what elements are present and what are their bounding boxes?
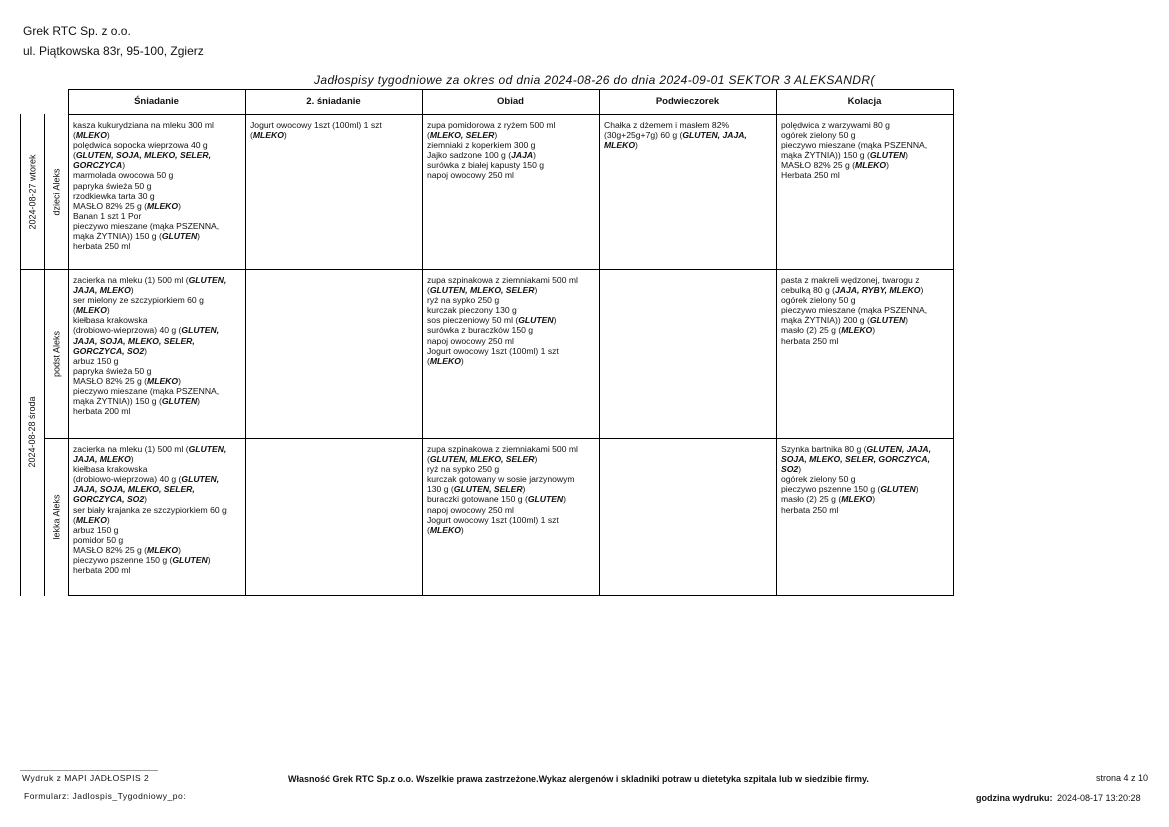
dish-text: ) — [905, 315, 909, 326]
menu-item-line — [73, 305, 242, 315]
document-title: Jadłospisy tygodniowe za okres od dnia 2024-08-26 do dnia 2024-09-01 SEKTOR 3 ALEKSANDR( — [314, 73, 875, 87]
dish-text: ) — [872, 494, 876, 505]
dish-text: surówka z buraczków 150 g — [427, 325, 534, 336]
dish-text: Herbata 250 ml — [781, 170, 840, 181]
diet-label: dzieci Aleks — [51, 167, 61, 216]
menu-cell — [604, 275, 773, 437]
dish-text: pieczywo pszenne 150 g ( — [73, 555, 173, 566]
dish-text: napoj owocowy 250 ml — [427, 504, 514, 515]
allergen-text: MLEKO — [429, 524, 461, 535]
dish-text: ser mielony ze szczypiorkiem 60 g — [73, 295, 204, 306]
menu-item-line — [427, 325, 596, 335]
menu-item-line — [781, 464, 950, 474]
company-address: ul. Piątkowska 83r, 95-100, Zgierz — [23, 44, 204, 58]
menu-item-line — [73, 454, 242, 464]
dish-text: cebulką 80 g ( — [781, 285, 835, 296]
dish-text: kiełbasa krakowska — [73, 464, 148, 475]
menu-item-line — [73, 336, 242, 346]
allergen-text: GLUTEN — [880, 484, 916, 495]
dish-text: MASŁO 82% 25 g ( — [73, 544, 148, 555]
dish-text: kurczak gotowany w sosie jarzynowym — [427, 474, 575, 485]
dish-text: MASŁO 82% 25 g ( — [781, 160, 856, 171]
table-border — [422, 89, 423, 596]
menu-item-line — [604, 130, 773, 140]
menu-cell — [73, 120, 242, 268]
dish-text: papryka świeża 50 g — [73, 180, 152, 191]
menu-item-line — [427, 170, 596, 180]
allergen-text: MLEKO — [841, 494, 873, 505]
column-header: Śniadanie — [134, 96, 179, 107]
date-label: 2024-08-28 środa — [27, 396, 37, 468]
dish-text: herbata 200 ml — [73, 565, 131, 576]
dish-text: ( — [73, 514, 76, 525]
dish-text: ) — [798, 464, 802, 475]
menu-item-line — [73, 406, 242, 416]
menu-item-line — [73, 211, 242, 221]
column-header: Obiad — [497, 96, 524, 107]
menu-item-line — [781, 170, 950, 180]
dish-text: Jogurt owocowy 1szt (100ml) 1 szt — [427, 514, 559, 525]
menu-item-line — [781, 275, 950, 285]
menu-item-line — [427, 346, 596, 356]
menu-item-line — [73, 170, 242, 180]
menu-item-line — [427, 484, 596, 494]
table-border — [776, 89, 777, 596]
menu-item-line — [781, 315, 950, 325]
allergen-text: JAJA, MLEKO — [73, 454, 131, 465]
allergen-text: GLUTEN, MLEKO, SELER — [429, 454, 535, 465]
dish-text: ) — [283, 130, 287, 141]
dish-text: masło (2) 25 g ( — [781, 494, 842, 505]
dish-text: ) — [494, 130, 498, 141]
dish-text: zacierka na mleku (1) 500 ml ( — [73, 275, 189, 285]
dish-text: mąka ŻYTNIA)) 150 g ( — [73, 396, 162, 407]
dish-text: pieczywo mieszane (mąka PSZENNA, — [73, 220, 220, 231]
diet-label: podst Aleks — [51, 330, 61, 377]
dish-text: kasza kukurydziana na mleku 300 ml ( — [73, 120, 214, 141]
menu-item-line — [781, 285, 950, 295]
menu-cell — [427, 275, 596, 437]
menu-item-line — [250, 120, 419, 130]
dish-text: papryka świeża 50 g — [73, 365, 152, 376]
allergen-text: GLUTEN, — [188, 275, 227, 285]
dish-text: (30g+25g+7g) 60 g ( — [604, 130, 683, 141]
menu-cell — [73, 444, 242, 594]
dish-text: ryż na sypko 250 g — [427, 464, 500, 475]
table-border — [44, 438, 954, 439]
allergen-text: JAJA — [511, 150, 534, 161]
menu-item-line — [427, 305, 596, 315]
allergen-text: MLEKO — [75, 305, 107, 316]
dish-text: ) — [130, 454, 134, 465]
dish-text: ) — [534, 285, 538, 296]
menu-item-line — [73, 366, 242, 376]
menu-item-line — [73, 444, 242, 454]
menu-item-line — [73, 275, 242, 285]
allergen-text: MLEKO — [75, 514, 107, 525]
dish-text: mąka ŻYTNIA)) 150 g ( — [73, 231, 162, 242]
dish-text: ) — [122, 160, 126, 171]
dish-text: zacierka na mleku (1) 500 ml ( — [73, 444, 189, 454]
menu-item-line — [73, 231, 242, 241]
menu-item-line — [73, 376, 242, 386]
dish-text: zupa szpinakowa z ziemniakami 500 ml — [427, 444, 578, 454]
allergen-text: GLUTEN, — [188, 444, 227, 454]
dish-text: Jajko sadzone 100 g ( — [427, 150, 512, 161]
menu-cell — [427, 120, 596, 268]
dish-text: pieczywo mieszane (mąka PSZENNA, — [781, 305, 928, 316]
dish-text: pomidor 50 g — [73, 534, 124, 545]
dish-text: (drobiowo-wieprzowa) 40 g ( — [73, 325, 182, 336]
menu-item-line — [427, 315, 596, 325]
menu-item-line — [427, 464, 596, 474]
menu-item-line — [781, 494, 950, 504]
allergen-text: GLUTEN, — [181, 474, 220, 485]
dish-text: ) — [886, 160, 889, 171]
menu-cell — [250, 444, 419, 594]
menu-item-line — [73, 505, 242, 515]
dish-text: mąka ŻYTNIA)) 200 g ( — [781, 315, 870, 326]
dish-text: pieczywo mieszane (mąka PSZENNA, — [781, 140, 928, 151]
menu-item-line — [427, 160, 596, 170]
menu-item-line — [73, 565, 242, 575]
menu-item-line — [73, 545, 242, 555]
print-time-value: 2024-08-17 13:20:28 — [1057, 793, 1141, 803]
dish-text: polędwica sopocka wieprzowa 40 g — [73, 140, 208, 151]
dish-text: herbata 250 ml — [73, 241, 131, 252]
dish-text: ogórek zielony 50 g — [781, 295, 856, 306]
menu-cell — [250, 275, 419, 437]
table-border — [68, 595, 954, 596]
allergen-text: MLEKO, SELER — [429, 130, 495, 141]
menu-item-line — [781, 474, 950, 484]
footer-ownership-note: Własność Grek RTC Sp.z o.o. Wszelkie prawa zastrzeżone.Wykaz alergenów i skladniki potraw u dietetyka szpitala lub w siedzibie firmy. — [288, 774, 869, 784]
menu-cell — [604, 444, 773, 594]
dish-text: ) — [144, 494, 148, 505]
dish-text: ( — [427, 285, 430, 296]
dish-text: pieczywo pszenne 150 g ( — [781, 484, 881, 495]
allergen-text: GLUTEN — [161, 396, 198, 407]
menu-item-line — [604, 120, 773, 130]
dish-text: ) — [920, 285, 924, 296]
allergen-text: GLUTEN — [527, 494, 564, 505]
menu-item-line — [781, 160, 950, 170]
allergen-text: SOJA, MLEKO, SELER, GORCZYCA, — [781, 454, 930, 465]
allergen-text: GLUTEN — [869, 150, 906, 161]
dish-text: Szynka bartnika 80 g ( — [781, 444, 867, 454]
dish-text: ) — [522, 484, 526, 495]
allergen-text: GLUTEN — [518, 315, 554, 326]
menu-item-line — [604, 140, 773, 150]
allergen-text: GLUTEN — [161, 231, 198, 242]
dish-text: ( — [427, 524, 430, 535]
allergen-text: GLUTEN, JAJA, — [682, 130, 747, 141]
footer-divider — [20, 770, 158, 771]
column-header: Podwieczorek — [655, 96, 720, 107]
menu-item-line — [781, 505, 950, 515]
menu-item-line — [73, 494, 242, 504]
dish-text: ) — [635, 140, 638, 151]
menu-item-line — [73, 515, 242, 525]
menu-cell — [781, 120, 950, 268]
menu-item-line — [73, 241, 242, 251]
menu-item-line — [73, 535, 242, 545]
dish-text: ) — [534, 454, 538, 465]
menu-item-line — [73, 221, 242, 231]
allergen-text: GORCZYCA, SO2 — [73, 345, 145, 356]
footer-printed-from: Wydruk z MAPI JADŁOSPIS 2 — [22, 773, 150, 783]
menu-item-line — [427, 515, 596, 525]
allergen-text: GLUTEN, SELER — [453, 484, 523, 495]
menu-item-line — [73, 325, 242, 335]
dish-text: ) — [872, 325, 876, 336]
footer-form-name: Formularz: Jadlospis_Tygodniowy_po: — [24, 791, 187, 801]
dish-text: Chałka z dżemem i masłem 82% — [604, 120, 730, 130]
dish-text: buraczki gotowane 150 g ( — [427, 494, 528, 505]
menu-item-line — [73, 140, 242, 150]
menu-item-line — [73, 201, 242, 211]
menu-item-line — [427, 505, 596, 515]
menu-item-line — [427, 150, 596, 160]
menu-item-line — [781, 305, 950, 315]
dish-text: ) — [553, 315, 557, 326]
dish-text: sos pieczeniowy 50 ml ( — [427, 315, 519, 326]
allergen-text: GLUTEN — [172, 555, 208, 566]
dish-text: ) — [563, 494, 567, 505]
menu-item-line — [250, 130, 419, 140]
menu-item-line — [427, 275, 596, 285]
dish-text: zupa pomidorowa z ryżem 500 ml — [427, 120, 556, 130]
print-time-label: godzina wydruku: — [976, 793, 1053, 803]
menu-item-line — [427, 474, 596, 484]
dish-text: surówka z białej kapusty 150 g — [427, 160, 545, 171]
dish-text: MASŁO 82% 25 g ( — [73, 200, 148, 211]
dish-text: MASŁO 82% 25 g ( — [73, 375, 148, 386]
menu-item-line — [73, 160, 242, 170]
dish-text: ) — [106, 305, 110, 316]
menu-item-line — [427, 336, 596, 346]
allergen-text: JAJA, SOJA, MLEKO, SELER, — [73, 484, 195, 495]
dish-text: ( — [250, 130, 253, 141]
menu-item-line — [73, 120, 242, 140]
dish-text: 130 g ( — [427, 484, 454, 495]
menu-item-line — [427, 295, 596, 305]
allergen-text: MLEKO — [147, 200, 179, 211]
menu-table — [20, 89, 954, 596]
table-border — [68, 114, 954, 115]
menu-item-line — [73, 396, 242, 406]
allergen-text: MLEKO — [252, 130, 284, 141]
menu-cell — [427, 444, 596, 594]
menu-item-line — [427, 454, 596, 464]
allergen-text: MLEKO — [429, 355, 461, 366]
dish-text: kurczak pieczony 130 g — [427, 305, 517, 316]
diet-label: lekka Aleks — [51, 493, 61, 540]
menu-item-line — [73, 191, 242, 201]
allergen-text: GLUTEN — [869, 315, 906, 326]
dish-text: ) — [178, 544, 181, 555]
menu-item-line — [73, 474, 242, 484]
menu-cell — [73, 275, 242, 437]
menu-item-line — [73, 356, 242, 366]
dish-text: ) — [915, 484, 919, 495]
dish-text: ( — [427, 355, 430, 366]
dish-text: ) — [905, 150, 909, 161]
dish-text: ziemniaki z koperkiem 300 g — [427, 140, 536, 151]
dish-text: polędwica z warzywami 80 g — [781, 120, 890, 130]
dish-text: Banan 1 szt 1 Por — [73, 210, 142, 221]
dish-text: ( — [73, 305, 76, 316]
dish-text: rzodkiewka tarta 30 g — [73, 190, 155, 201]
menu-item-line — [781, 140, 950, 150]
dish-text: Jogurt owocowy 1szt (100ml) 1 szt — [250, 120, 382, 130]
dish-text: marmolada owocowa 50 g — [73, 170, 174, 181]
dish-text: pasta z makreli wędzonej, twarogu z — [781, 275, 920, 285]
allergen-text: JAJA, SOJA, MLEKO, SELER, — [73, 335, 195, 346]
menu-item-line — [73, 386, 242, 396]
allergen-text: SO2 — [781, 464, 799, 475]
menu-item-line — [73, 346, 242, 356]
menu-item-line — [427, 140, 596, 150]
dish-text: (drobiowo-wieprzowa) 40 g ( — [73, 474, 182, 485]
table-border — [20, 269, 954, 270]
page-number: strona 4 z 10 — [1096, 773, 1149, 783]
dish-text: ) — [197, 396, 201, 407]
allergen-text: GLUTEN, MLEKO, SELER — [429, 285, 535, 296]
table-border — [599, 89, 600, 596]
menu-cell — [781, 444, 950, 594]
allergen-text: JAJA, RYBY, MLEKO — [834, 285, 921, 296]
dish-text: ) — [533, 150, 536, 161]
menu-item-line — [781, 484, 950, 494]
menu-item-line — [73, 295, 242, 305]
dish-text: ) — [460, 524, 464, 535]
allergen-text: GLUTEN, — [181, 325, 220, 336]
dish-text: ser biały krajanka ze szczypiorkiem 60 g — [73, 504, 227, 515]
column-header: 2. śniadanie — [306, 96, 361, 107]
menu-item-line — [427, 356, 596, 366]
menu-item-line — [73, 555, 242, 565]
dish-text: ( — [73, 150, 76, 161]
dish-text: ) — [460, 355, 464, 366]
dish-text: zupa szpinakowa z ziemniakami 500 ml — [427, 275, 578, 285]
menu-item-line — [427, 120, 596, 130]
menu-item-line — [781, 295, 950, 305]
dish-text: herbata 200 ml — [73, 406, 131, 417]
menu-item-line — [781, 454, 950, 464]
dish-text: ogórek zielony 50 g — [781, 474, 856, 485]
dish-text: mąka ŻYTNIA)) 150 g ( — [781, 150, 870, 161]
menu-item-line — [73, 484, 242, 494]
dish-text: ( — [427, 130, 430, 141]
menu-item-line — [427, 494, 596, 504]
table-border — [245, 89, 246, 596]
company-name: Grek RTC Sp. z o.o. — [23, 24, 131, 38]
dish-text: napoj owocowy 250 ml — [427, 335, 514, 346]
menu-item-line — [427, 525, 596, 535]
table-border — [953, 89, 954, 596]
dish-text: Jogurt owocowy 1szt (100ml) 1 szt — [427, 345, 559, 356]
allergen-text: GORCZYCA — [73, 160, 123, 171]
allergen-text: JAJA, MLEKO — [73, 285, 131, 296]
dish-text: ) — [178, 200, 181, 211]
menu-item-line — [781, 336, 950, 346]
dish-text: herbata 250 ml — [781, 504, 839, 515]
menu-item-line — [73, 150, 242, 160]
menu-item-line — [427, 444, 596, 454]
dish-text: kiełbasa krakowska — [73, 315, 148, 326]
dish-text: arbuz 150 g — [73, 355, 119, 366]
menu-item-line — [781, 130, 950, 140]
dish-text: ) — [106, 130, 110, 141]
allergen-text: GLUTEN, SOJA, MLEKO, SELER, — [75, 150, 211, 161]
allergen-text: MLEKO — [147, 375, 179, 386]
date-label: 2024-08-27 wtorek — [27, 153, 37, 230]
dish-text: ) — [130, 285, 134, 296]
menu-item-line — [781, 150, 950, 160]
menu-item-line — [427, 285, 596, 295]
menu-cell — [781, 275, 950, 437]
allergen-text: MLEKO — [855, 160, 887, 171]
menu-item-line — [73, 315, 242, 325]
dish-text: ( — [427, 454, 430, 465]
allergen-text: GLUTEN, JAJA, — [866, 444, 931, 454]
dish-text: ) — [106, 514, 110, 525]
allergen-text: MLEKO — [841, 325, 873, 336]
menu-item-line — [781, 444, 950, 454]
dish-text: masło (2) 25 g ( — [781, 325, 842, 336]
dish-text: ) — [197, 231, 201, 242]
menu-item-line — [427, 130, 596, 140]
menu-item-line — [73, 464, 242, 474]
dish-text: ) — [144, 345, 148, 356]
menu-item-line — [73, 181, 242, 191]
dish-text: herbata 250 ml — [781, 335, 839, 346]
dish-text: ogórek zielony 50 g — [781, 130, 856, 141]
dish-text: ) — [178, 375, 181, 386]
menu-item-line — [781, 325, 950, 335]
menu-item-line — [73, 285, 242, 295]
allergen-text: MLEKO — [147, 544, 179, 555]
menu-cell — [250, 120, 419, 268]
menu-cell — [604, 120, 773, 268]
allergen-text: GORCZYCA, SO2 — [73, 494, 145, 505]
allergen-text: MLEKO — [604, 140, 636, 151]
column-header: Kolacja — [847, 96, 882, 107]
dish-text: pieczywo mieszane (mąka PSZENNA, — [73, 386, 220, 397]
dish-text: ) — [207, 555, 211, 566]
dish-text: napoj owocowy 250 ml — [427, 170, 514, 181]
menu-item-line — [781, 120, 950, 130]
dish-text: ryż na sypko 250 g — [427, 295, 500, 306]
menu-item-line — [73, 525, 242, 535]
dish-text: arbuz 150 g — [73, 524, 119, 535]
allergen-text: MLEKO — [75, 130, 107, 141]
